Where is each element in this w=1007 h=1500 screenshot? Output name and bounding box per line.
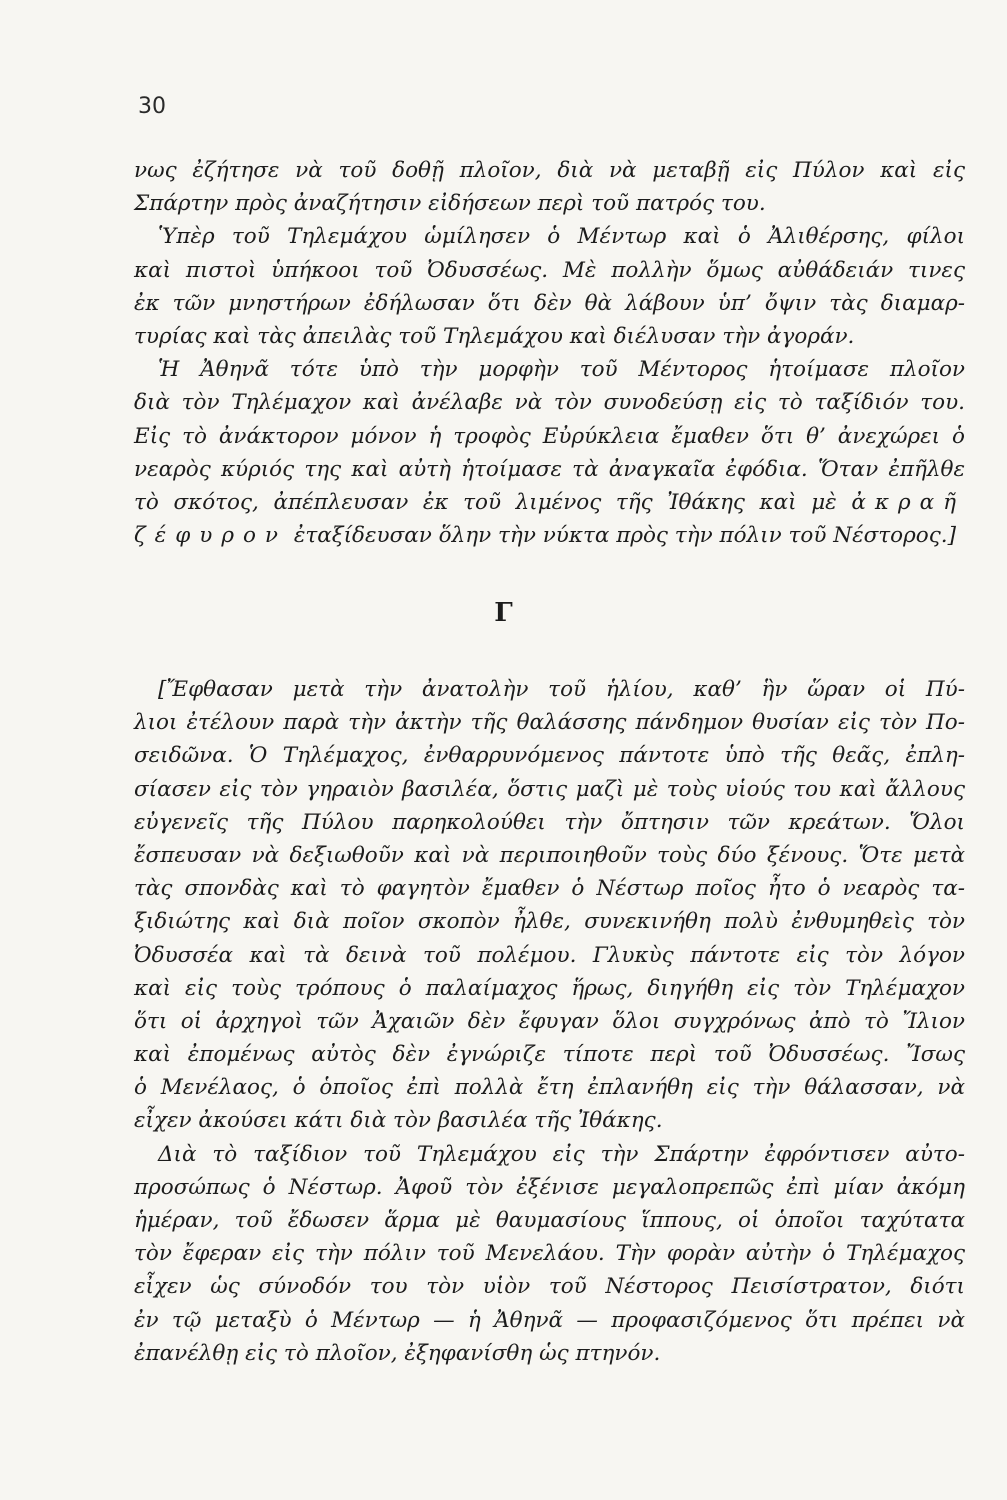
text-line: εἶχεν ὡς σύνοδόν του τὸν υἱὸν τοῦ Νέστορος Πεισίστρατον, διότι <box>134 1274 965 1300</box>
text-line: τυρίας καὶ τὰς ἀπειλὰς τοῦ Τηλεμάχου καὶ διέλυσαν τὴν ἀγοράν. <box>134 323 855 349</box>
text-line: Διὰ τὸ ταξίδιον τοῦ Τηλεμάχου εἰς τὴν Σπάρτην ἐφρόντισεν αὐτο- <box>158 1141 965 1167</box>
text-line: καὶ εἰς τοὺς τρόπους ὁ παλαίμαχος ἥρως, διηγήθη εἰς τὸν Τηλέμαχον <box>134 975 965 1001</box>
text-line: διὰ τὸν Τηλέμαχον καὶ ἀνέλαβε νὰ τὸν συνοδεύσῃ εἰς τὸ ταξίδιόν του. <box>134 390 965 416</box>
text-line: λιοι ἐτέλουν παρὰ τὴν ἀκτὴν τῆς θαλάσσης πάνδημον θυσίαν εἰς τὸν Πο- <box>134 710 965 736</box>
text-line-part: ἐταξίδευσαν ὅλην τὴν νύκτα πρὸς τὴν πόλιν τοῦ Νέστορος.] <box>293 523 956 549</box>
text-line: τὰς σπονδὰς καὶ τὸ φαγητὸν ἔμαθεν ὁ Νέστωρ ποῖος ἦτο ὁ νεαρὸς τα- <box>134 876 965 902</box>
text-block-lower <box>134 673 965 1370</box>
text-line: Ὑπὲρ τοῦ Τηλεμάχου ὡμίλησεν ὁ Μέντωρ καὶ ὁ Ἀλιθέρσης, φίλοι <box>158 224 965 250</box>
text-line: καὶ ἐπομένως αὐτὸς δὲν ἐγνώριζε τίποτε περὶ τοῦ Ὀδυσσέως. Ἴσως <box>134 1042 965 1068</box>
text-line: νεαρὸς κύριός της καὶ αὐτὴ ἡτοίμασε τὰ ἀναγκαῖα ἐφόδια. Ὅταν ἐπῆλθε <box>134 456 965 482</box>
text-line-with-spaced-word <box>134 486 965 519</box>
text-line: Σπάρτην πρὸς ἀναζήτησιν εἰδήσεων περὶ τοῦ πατρός του. <box>134 191 766 217</box>
text-line: ἡμέραν, τοῦ ἔδωσεν ἅρμα μὲ θαυμασίους ἵππους, οἱ ὁποῖοι ταχύτατα <box>134 1208 965 1233</box>
text-line: ἐν τῷ μεταξὺ ὁ Μέντωρ — ἡ Ἀθηνᾶ — προφασιζόμενος ὅτι πρέπει νὰ <box>134 1307 965 1333</box>
text-line: εἶχεν ἀκούσει κάτι διὰ τὸν βασιλέα τῆς Ἰθάκης. <box>134 1108 663 1134</box>
text-line: Ἡ Ἀθηνᾶ τότε ὑπὸ τὴν μορφὴν τοῦ Μέντορος ἡτοίμασε πλοῖον <box>158 357 965 383</box>
section-marker: Γ <box>494 598 513 628</box>
spaced-word: ἀκραῆ <box>851 489 965 515</box>
text-line: ξιδιώτης καὶ διὰ ποῖον σκοπὸν ἦλθε, συνεκινήθη πολὺ ἐνθυμηθεὶς τὸν <box>134 909 965 935</box>
text-line: [Ἔφθασαν μετὰ τὴν ἀνατολὴν τοῦ ἡλίου, καθ’ ἣν ὥραν οἱ Πύ- <box>158 677 965 702</box>
text-line: σειδῶνα. Ὁ Τηλέμαχος, ἐνθαρρυνόμενος πάντοτε ὑπὸ τῆς θεᾶς, ἐπλη- <box>134 743 965 769</box>
text-line: ἔσπευσαν νὰ δεξιωθοῦν καὶ νὰ περιποιηθοῦν τοὺς δύο ξένους. Ὅτε μετὰ <box>134 842 965 868</box>
page-number: 30 <box>138 94 166 119</box>
text-line: Εἰς τὸ ἀνάκτορον μόνον ἡ τροφὸς Εὐρύκλεια ἔμαθεν ὅτι θ’ ἀνεχώρει ὁ <box>134 423 965 449</box>
text-line: νως ἐζήτησε νὰ τοῦ δοθῇ πλοῖον, διὰ νὰ μεταβῇ εἰς Πύλον καὶ εἰς <box>134 158 965 183</box>
text-line-with-spaced-word <box>134 519 965 552</box>
text-line: προσώπως ὁ Νέστωρ. Ἀφοῦ τὸν ἐξένισε μεγαλοπρεπῶς ἐπὶ μίαν ἀκόμη <box>134 1174 965 1200</box>
text-line: σίασεν εἰς τὸν γηραιὸν βασιλέα, ὅστις μαζὶ μὲ τοὺς υἱούς του καὶ ἄλλους <box>134 776 965 802</box>
text-line: καὶ πιστοὶ ὑπήκοοι τοῦ Ὀδυσσέως. Μὲ πολλὴν ὅμως αὐθάδειάν τινες <box>134 257 965 283</box>
spaced-word: ζέφυρον <box>134 523 287 549</box>
text-line: ἐπανέλθῃ εἰς τὸ πλοῖον, ἐξηφανίσθη ὡς πτηνόν. <box>134 1340 661 1366</box>
text-line: ὅτι οἱ ἀρχηγοὶ τῶν Ἀχαιῶν δὲν ἔφυγαν ὅλοι συγχρόνως ἀπὸ τὸ Ἴλιον <box>134 1008 965 1034</box>
text-block-upper <box>134 154 965 552</box>
text-line: Ὀδυσσέα καὶ τὰ δεινὰ τοῦ πολέμου. Γλυκὺς πάντοτε εἰς τὸν λόγον <box>134 942 965 968</box>
text-line: τὸν ἔφεραν εἰς τὴν πόλιν τοῦ Μενελάου. Τὴν φορὰν αὐτὴν ὁ Τηλέμαχος <box>134 1241 965 1267</box>
text-line: εὐγενεῖς τῆς Πύλου παρηκολούθει τὴν ὄπτησιν τῶν κρεάτων. Ὅλοι <box>134 809 965 835</box>
text-line-part: τὸ σκότος, ἀπέπλευσαν ἐκ τοῦ λιμένος τῆς Ἰθάκης καὶ μὲ <box>134 489 837 515</box>
text-line: ἐκ τῶν μνηστήρων ἐδήλωσαν ὅτι δὲν θὰ λάβουν ὑπ’ ὄψιν τὰς διαμαρ- <box>134 290 965 316</box>
text-line: ὁ Μενέλαος, ὁ ὁποῖος ἐπὶ πολλὰ ἔτη ἐπλανήθη εἰς τὴν θάλασσαν, νὰ <box>134 1075 965 1101</box>
